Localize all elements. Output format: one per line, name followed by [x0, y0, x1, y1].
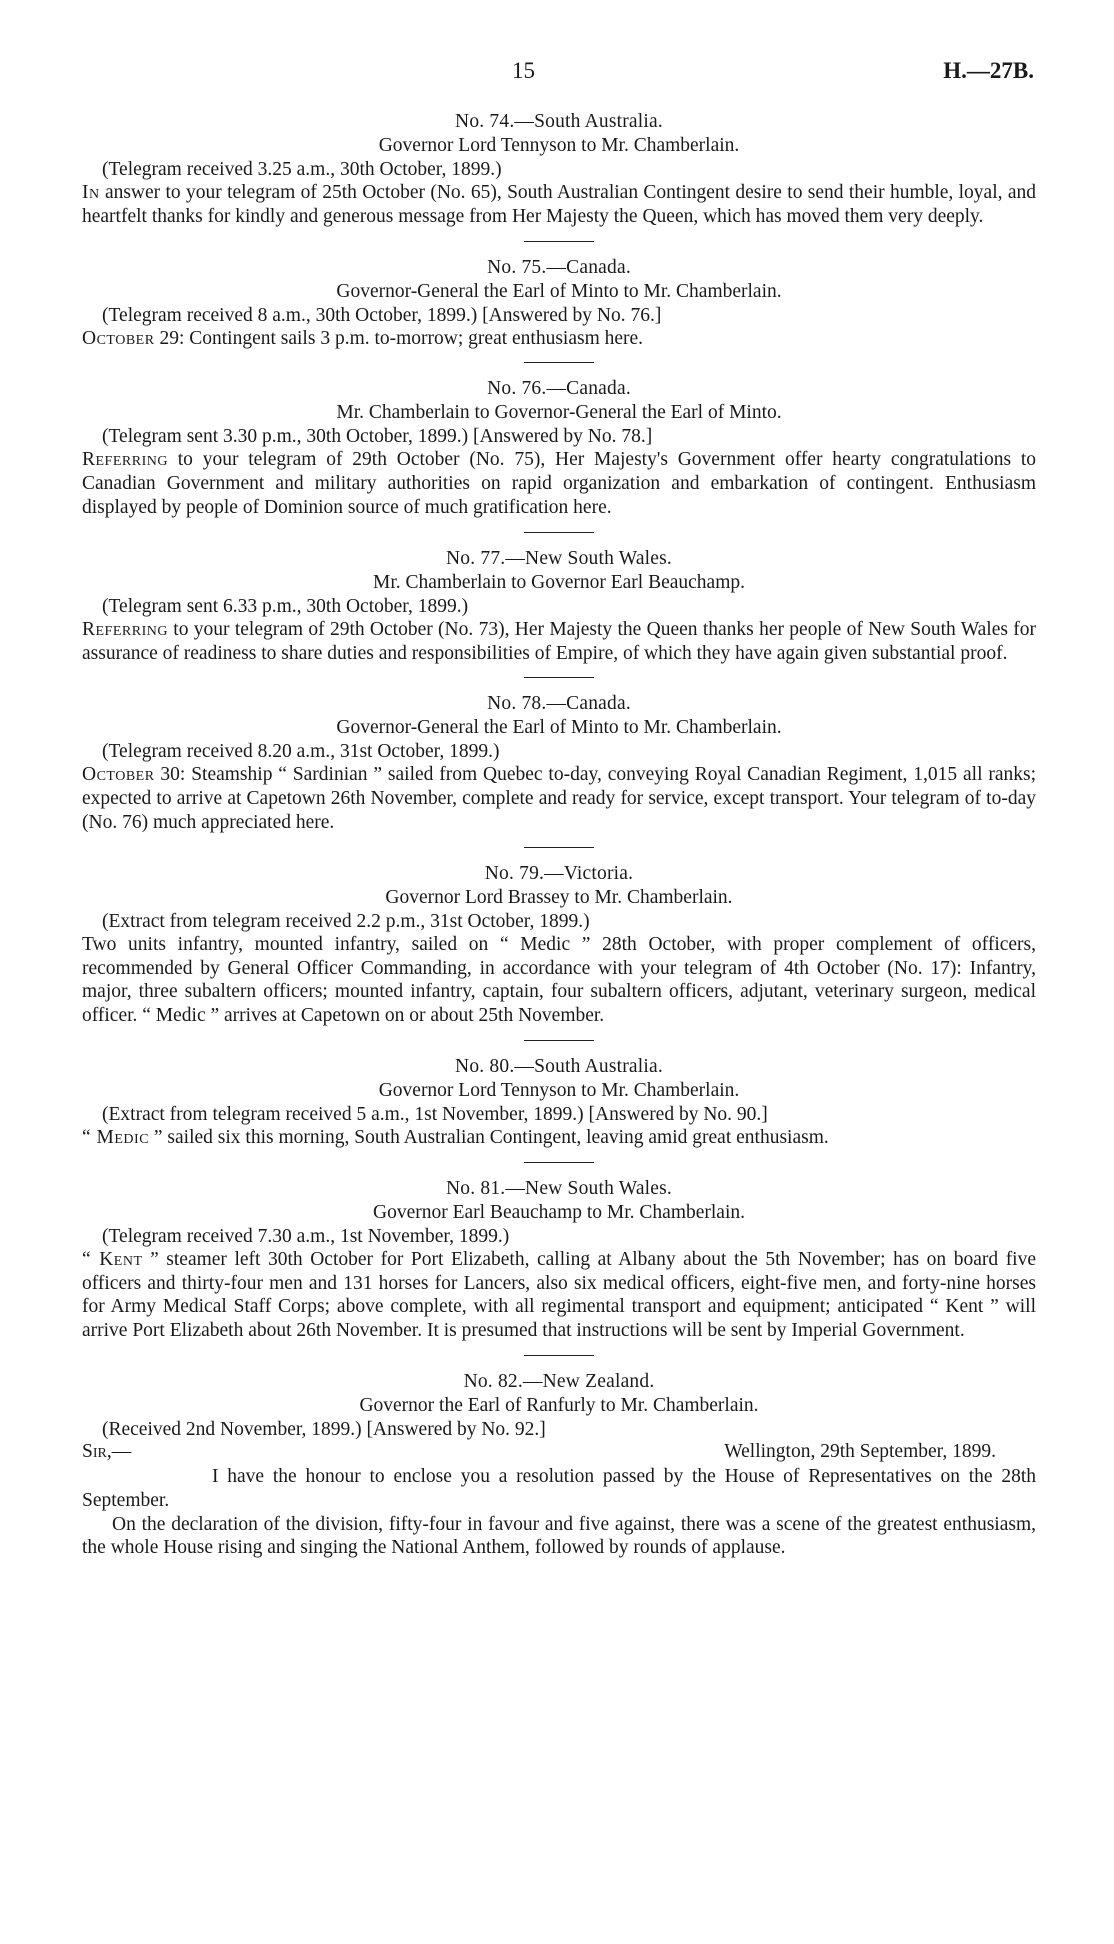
section-heading: No. 79.—Victoria.	[484, 862, 634, 884]
section-heading: No. 74.—South Australia.	[455, 111, 663, 132]
section-subheading: Governor-General the Earl of Minto to Mr. Chamberlain.	[336, 280, 782, 302]
telegram-meta: (Telegram received 8 a.m., 30th October, 1899.) [Answered by No. 76.]	[102, 304, 662, 326]
lead-word: October	[82, 327, 155, 349]
telegram-body	[82, 618, 1036, 666]
section-subheading: Governor the Earl of Ranfurly to Mr. Chamberlain.	[359, 1394, 759, 1416]
letter-paragraph: I have the honour to enclose you a resolution passed by the House of Representatives on the 28th September.	[82, 1465, 1036, 1511]
section-subheading: Mr. Chamberlain to Governor-General the Earl of Minto.	[336, 402, 782, 424]
section-subheading: Governor Earl Beauchamp to Mr. Chamberlain.	[372, 1201, 745, 1223]
body-text: to your telegram of 29th October (No. 73), Her Majesty the Queen thanks her people of New South Wales for assurance of readiness to share duties and responsibilities of Empire, of which they have again given substantial proof.	[82, 618, 1036, 664]
content	[82, 110, 1036, 1560]
telegram-meta: (Telegram received 7.30 a.m., 1st November, 1899.)	[102, 1225, 510, 1247]
telegram-body	[82, 763, 1036, 834]
section-heading: No. 77.—New South Wales.	[445, 547, 673, 569]
section-divider	[524, 362, 594, 363]
telegram-meta: (Telegram received 3.25 a.m., 30th October, 1899.)	[102, 159, 502, 180]
telegram-section	[82, 110, 1036, 229]
section-subheading: Mr. Chamberlain to Governor Earl Beauchamp.	[372, 571, 745, 593]
document-reference: H.—27B.	[943, 58, 1034, 83]
telegram-section	[82, 1055, 1036, 1150]
letter-section	[82, 1370, 1036, 1560]
section-divider	[524, 1355, 594, 1356]
page-number: 15	[512, 58, 535, 83]
telegram-section	[82, 377, 1036, 519]
lead-word: In	[82, 182, 100, 203]
salutation: Sir,—	[82, 1440, 132, 1462]
section-divider	[524, 532, 594, 533]
telegram-body	[82, 1248, 1036, 1343]
letter-paragraph: On the declaration of the division, fifty-four in favour and five against, there was a scene of the greatest enthusiasm, the whole House rising and singing the National Anthem, followed by rounds of applause.	[82, 1513, 1036, 1559]
lead-word: “ Medic	[82, 1126, 150, 1148]
body-text: Two units infantry, mounted infantry, sailed on “ Medic ” 28th October, with proper complement of officers, recommended by General Officer Commanding, in accordance with your telegram of 4th October (No. 17): Infantry, major, three subaltern officers; mounted infantry, captain, four subaltern officers, adjutant, veterinary surgeon, medical officer. “ Medic ” arrives at Capetown on or about 25th November.	[82, 933, 1036, 1027]
telegram-meta: (Telegram sent 6.33 p.m., 30th October, 1899.)	[102, 595, 469, 617]
telegram-section	[82, 692, 1036, 834]
section-divider	[524, 677, 594, 678]
telegram-meta: (Telegram received 8.20 a.m., 31st October, 1899.)	[102, 741, 500, 763]
section-subheading: Governor Lord Tennyson to Mr. Chamberlain.	[378, 1079, 740, 1101]
body-text: 30: Steamship “ Sardinian ” sailed from Quebec to-day, conveying Royal Canadian Regiment, 1,015 all ranks; expected to arrive at Capetown 26th November, complete and ready for service, except transport. Your telegram of to-day (No. 76) much appreciated here.	[82, 764, 1036, 833]
lead-word: Referring	[82, 618, 168, 640]
body-text: to your telegram of 29th October (No. 75), Her Majesty's Government offer hearty congratulations to Canadian Government and military authorities on rapid organization and embarkation of contingent. Enthusiasm displayed by people of Dominion source of much gratification here.	[82, 449, 1036, 518]
section-heading: No. 76.—Canada.	[487, 378, 631, 400]
lead-word: Referring	[82, 449, 168, 471]
section-subheading: Governor-General the Earl of Minto to Mr. Chamberlain.	[336, 717, 782, 739]
section-divider	[524, 847, 594, 848]
body-text: ” sailed six this morning, South Australian Contingent, leaving amid great enthusiasm.	[149, 1126, 829, 1148]
section-subheading: Governor Lord Tennyson to Mr. Chamberlain.	[378, 135, 740, 156]
telegram-body	[82, 327, 1036, 351]
telegram-meta: (Extract from telegram received 5 a.m., 1st November, 1899.) [Answered by No. 90.]	[102, 1103, 768, 1125]
telegram-section	[82, 862, 1036, 1028]
body-text: 29: Contingent sails 3 p.m. to-morrow; great enthusiasm here.	[154, 327, 644, 349]
section-heading: No. 81.—New South Wales.	[445, 1177, 673, 1199]
telegram-body	[82, 448, 1036, 519]
telegram-section	[82, 256, 1036, 351]
salutation-line	[82, 1441, 1036, 1465]
section-divider	[524, 241, 594, 242]
body-text: ” steamer left 30th October for Port Elizabeth, calling at Albany about the 5th November; has on board five officers and thirty-four men and 131 horses for Lancers, also six medical officers, eight-five men, and forty-nine horses for Army Medical Staff Corps; above complete, with all regimental transport and equipment; anticipated “ Kent ” will arrive Port Elizabeth about 26th November. It is presumed that instructions will be sent by Imperial Government.	[82, 1248, 1037, 1342]
section-divider	[524, 1162, 594, 1163]
telegram-meta: (Telegram sent 3.30 p.m., 30th October, 1899.) [Answered by No. 78.]	[102, 426, 653, 448]
section-heading: No. 80.—South Australia.	[455, 1055, 663, 1077]
place-date: Wellington, 29th September, 1899.	[724, 1440, 996, 1462]
lead-word: “ Kent	[82, 1248, 143, 1270]
telegram-body	[82, 181, 1036, 229]
page-header	[0, 58, 1114, 88]
section-heading: No. 75.—Canada.	[487, 256, 631, 278]
letter-meta: (Received 2nd November, 1899.) [Answered by No. 92.]	[102, 1418, 546, 1440]
body-text: answer to your telegram of 25th October (No. 65), South Australian Contingent desire to send their humble, loyal, and heartfelt thanks for kindly and generous message from Her Majesty the Queen, which has moved them very deeply.	[82, 182, 1036, 227]
section-subheading: Governor Lord Brassey to Mr. Chamberlain.	[385, 886, 733, 908]
telegram-body	[82, 1126, 1036, 1150]
telegram-section	[82, 1177, 1036, 1343]
section-heading: No. 82.—New Zealand.	[463, 1370, 655, 1392]
section-divider	[524, 1040, 594, 1041]
section-heading: No. 78.—Canada.	[487, 693, 631, 715]
telegram-section	[82, 547, 1036, 666]
lead-word: October	[82, 764, 155, 786]
telegram-meta: (Extract from telegram received 2.2 p.m., 31st October, 1899.)	[102, 910, 590, 932]
telegram-body	[82, 933, 1036, 1028]
